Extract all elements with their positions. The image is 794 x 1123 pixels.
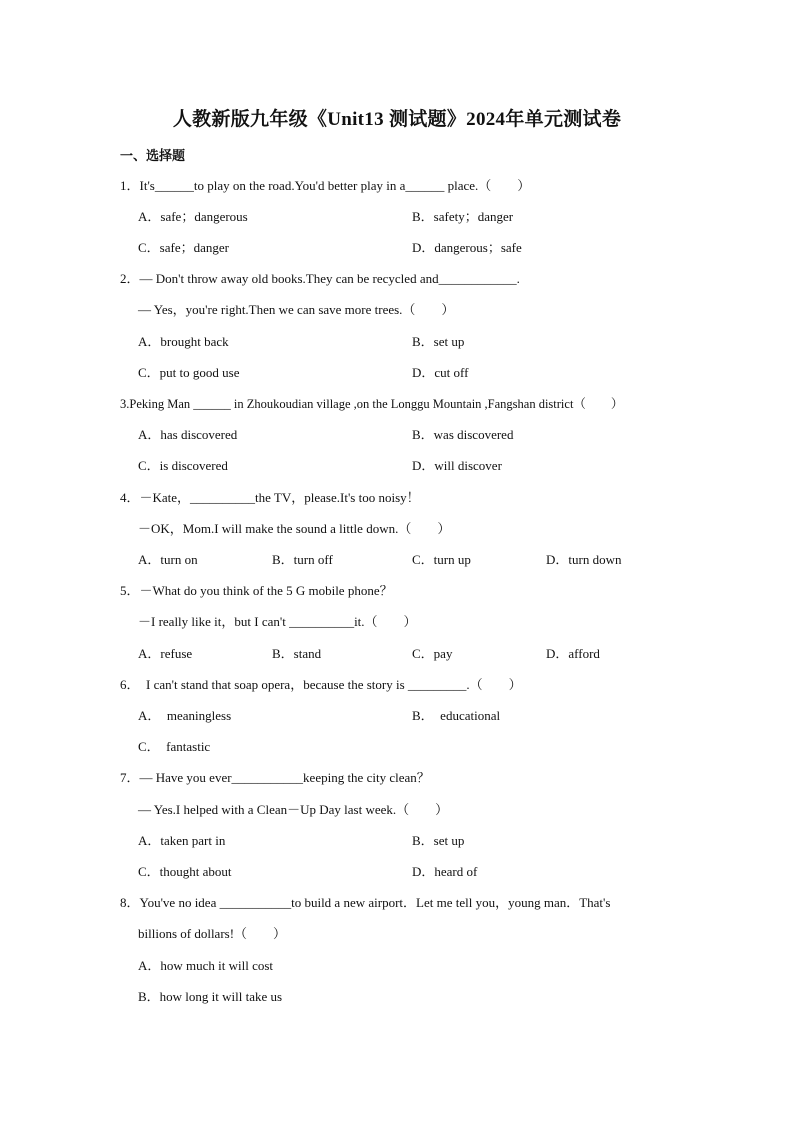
question-6-option-c[interactable]: C． fantastic: [138, 739, 211, 754]
question-4-option-c[interactable]: C．turn up: [412, 552, 471, 567]
question-5-option-c[interactable]: C．pay: [412, 646, 453, 661]
question-4-option-b[interactable]: B．turn off: [272, 552, 333, 567]
question-3-option-a[interactable]: A．has discovered: [138, 427, 238, 442]
question-2-stem: 2．— Don't throw away old books.They can be recycled and____________.: [120, 271, 520, 286]
question-3-stem: 3.Peking Man ______ in Zhoukoudian village ,on the Longgu Mountain ,Fangshan district（ ）: [120, 397, 624, 411]
question-1-stem: 1．It's______to play on the road.You'd better play in a______ place.（ ）: [120, 178, 531, 193]
question-6-option-b[interactable]: B． educational: [412, 708, 501, 723]
section-heading: 一、选择题: [120, 148, 186, 163]
question-2-option-c[interactable]: C．put to good use: [138, 365, 240, 380]
question-2-option-b[interactable]: B．set up: [412, 334, 465, 349]
question-2-option-a[interactable]: A．brought back: [138, 334, 229, 349]
question-7-stem: 7．— Have you ever___________keeping the city clean？: [120, 770, 430, 785]
question-8-option-a[interactable]: A．how much it will cost: [138, 958, 274, 973]
question-3-option-c[interactable]: C．is discovered: [138, 458, 228, 473]
question-4-option-d[interactable]: D．turn down: [546, 552, 622, 567]
question-7-option-b[interactable]: B．set up: [412, 833, 465, 848]
question-1-option-c[interactable]: C．safe；danger: [138, 240, 229, 255]
page-title: 人教新版九年级《Unit13 测试题》2024年单元测试卷: [172, 109, 622, 130]
question-5-option-b[interactable]: B．stand: [272, 646, 322, 661]
question-7-option-c[interactable]: C．thought about: [138, 864, 232, 879]
question-4-reply: －OK，Mom.I will make the sound a little down.（ ）: [138, 521, 451, 536]
question-5-option-a[interactable]: A．refuse: [138, 646, 193, 661]
question-1-option-b[interactable]: B．safety；danger: [412, 209, 514, 224]
question-8-stem: 8．You've no idea ___________to build a new airport．Let me tell you，young man．That's: [120, 895, 611, 910]
question-1-option-d[interactable]: D．dangerous；safe: [412, 240, 522, 255]
question-7-option-d[interactable]: D．heard of: [412, 864, 478, 879]
question-2-option-d[interactable]: D．cut off: [412, 365, 469, 380]
question-6-stem: 6． I can't stand that soap opera，because the story is _________.（ ）: [120, 677, 522, 692]
question-6-option-a[interactable]: A． meaningless: [138, 708, 232, 723]
question-2-reply: — Yes，you're right.Then we can save more trees.（ ）: [138, 302, 455, 317]
question-8-option-b[interactable]: B．how long it will take us: [138, 989, 283, 1004]
question-4-stem: 4．－Kate，__________the TV，please.It's too noisy！: [120, 490, 420, 505]
question-3-option-b[interactable]: B．was discovered: [412, 427, 514, 442]
question-7-reply: — Yes.I helped with a Clean－Up Day last week.（ ）: [138, 802, 449, 817]
question-5-stem: 5．－What do you think of the 5 G mobile phone？: [120, 583, 393, 598]
question-8-continuation: billions of dollars!（ ）: [138, 926, 287, 941]
question-4-option-a[interactable]: A．turn on: [138, 552, 198, 567]
question-3-option-d[interactable]: D．will discover: [412, 458, 502, 473]
question-7-option-a[interactable]: A．taken part in: [138, 833, 226, 848]
question-1-option-a[interactable]: A．safe；dangerous: [138, 209, 248, 224]
question-5-option-d[interactable]: D．afford: [546, 646, 600, 661]
question-5-reply: －I really like it，but I can't __________it.（ ）: [138, 614, 417, 629]
